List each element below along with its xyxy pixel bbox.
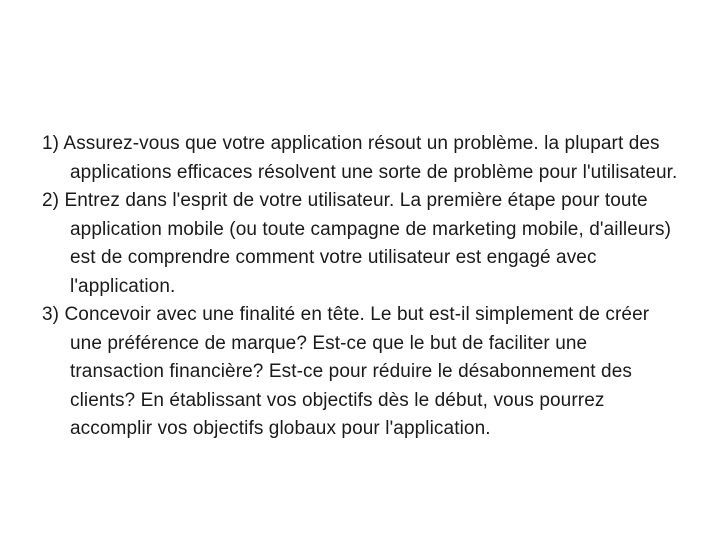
list-item-1: 1) Assurez-vous que votre application résout un problème. la plupart des applications efficaces résolvent une sorte de problème pour l'utilisateur. [42, 133, 678, 183]
list-item-2: 2) Entrez dans l'esprit de votre utilisateur. La première étape pour toute application mobile (ou toute campagne de marketing mobile, d'ailleurs) est de comprendre comment votre utilisateur est engagé avec l'application. [42, 190, 672, 297]
text-block [42, 130, 682, 444]
list-item-3: 3) Concevoir avec une finalité en tête. Le but est-il simplement de créer une préférence de marque? Est-ce que le but de faciliter une transaction financière? Est-ce pour réduire le désabonnement des clients? En établissant vos objectifs dès le début, vous pourrez accomplir vos objectifs globaux pour l'application. [42, 304, 650, 439]
